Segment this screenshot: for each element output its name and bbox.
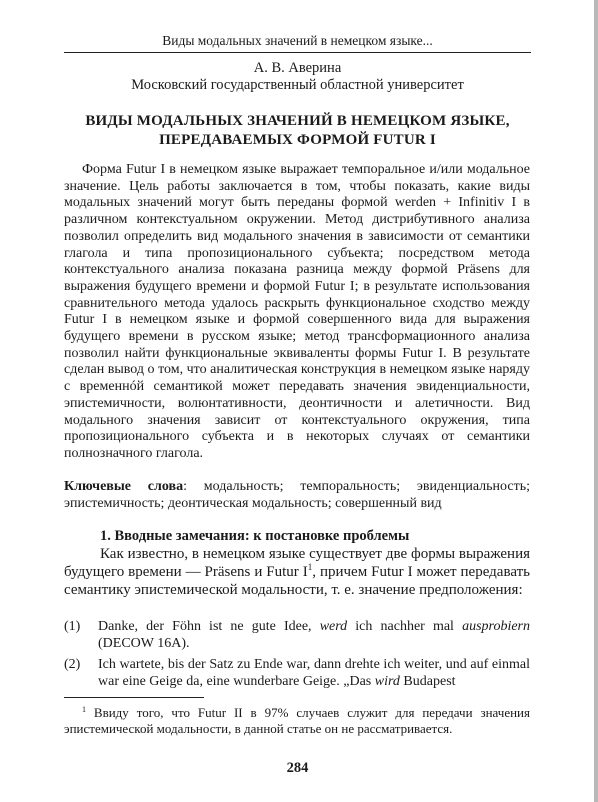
- keywords: [64, 479, 530, 512]
- header-rule: [64, 52, 531, 53]
- example-text: (DECOW 16A).: [98, 636, 190, 651]
- author-block: [64, 60, 531, 94]
- author-name: А. В. Аверина: [253, 60, 342, 76]
- page-number: 284: [286, 760, 309, 776]
- body-paragraph: [64, 545, 530, 599]
- example-text: ich nachher mal: [347, 619, 463, 634]
- example-text: Danke, der Föhn ist ne gute Idee,: [98, 619, 320, 634]
- abstract: [64, 162, 530, 463]
- example-item: [64, 656, 530, 690]
- title-line: ПЕРЕДАВАЕМЫХ ФОРМОЙ FUTUR I: [159, 132, 436, 148]
- section-heading: 1. Вводные замечания: к постановке проблемы: [100, 528, 410, 544]
- body-text: , причем Futur I может передавать семантику эпистемической модальности, т. е. значение предположения:: [64, 564, 530, 598]
- example-number: (1): [64, 619, 81, 634]
- footnote-ref[interactable]: 1: [307, 562, 313, 572]
- example-italic: wird: [374, 674, 400, 689]
- example-item: [64, 618, 530, 652]
- running-head: Виды модальных значений в немецком языке...: [162, 33, 433, 48]
- examples-list: [64, 618, 530, 694]
- keywords-label: Ключевые слова: [64, 479, 184, 494]
- keywords-text: : модальность; темпоральность; эвиденциальность; эпистемичность; деонтическая модальность; совершенный вид: [64, 479, 530, 511]
- footnote-rule: [64, 697, 204, 698]
- footnote: [64, 705, 530, 737]
- example-text: Ich wartete, bis der Satz zu Ende war, dann drehte ich weiter, und auf einmal war eine Geige da, eine wunderbare Geige. „Das: [98, 657, 530, 689]
- example-italic: werd: [319, 619, 348, 634]
- body-text: Как известно, в немецком языке существует две формы выражения будущего времени — Präsens и Futur I: [64, 546, 530, 580]
- footnote-number: 1: [82, 705, 86, 714]
- title-line: ВИДЫ МОДАЛЬНЫХ ЗНАЧЕНИЙ В НЕМЕЦКОМ ЯЗЫКЕ,: [85, 113, 510, 129]
- example-text: Budapest: [399, 674, 456, 689]
- footnote-text: Ввиду того, что Futur II в 97% случаев служит для передачи значения эпистемической модальности, в данной статье он не рассматривается.: [64, 705, 530, 736]
- article-title: [64, 112, 531, 150]
- abstract-text: Форма Futur I в немецком языке выражает темпоральное и/или модальное значение. Цель работы заключается в том, чтобы показать, какие виды модальных значений могут быть переданы формой werden + Infinitiv I в различном контекстуальном окружении. Метод дистрибутивного анализа позволил определить вид модального значения в зависимости от семантики глагола и типа пропозиционального субъекта; посредством метода контекстуального анализа показана разница между формой Präsens для выражения будущего времени и формой Futur I; в результате использования сравнительного метода удалось раскрыть функциональное сходство между Futur I в немецком языке и формой совершенного вида для выражения будущего времени в русском языке; метод трансформационного анализа позволил найти функциональные эквиваленты формы Futur I. В результате сделан вывод о том, что аналитическая конструкция в немецком языке наряду с временнóй семантикой может передавать значения эвиденциальности, эпистемичности, волюнтативности, деонтичности и алетичности. Вид модального значения зависит от контекстуального окружения, типа пропозиционального субъекта и в некоторых случаях от семантики полнозначного глагола.: [64, 162, 530, 461]
- author-affiliation: Московский государственный областной университет: [131, 77, 464, 93]
- example-italic: ausprobiern: [462, 619, 530, 634]
- page-edge: [594, 0, 598, 802]
- example-number: (2): [64, 657, 81, 672]
